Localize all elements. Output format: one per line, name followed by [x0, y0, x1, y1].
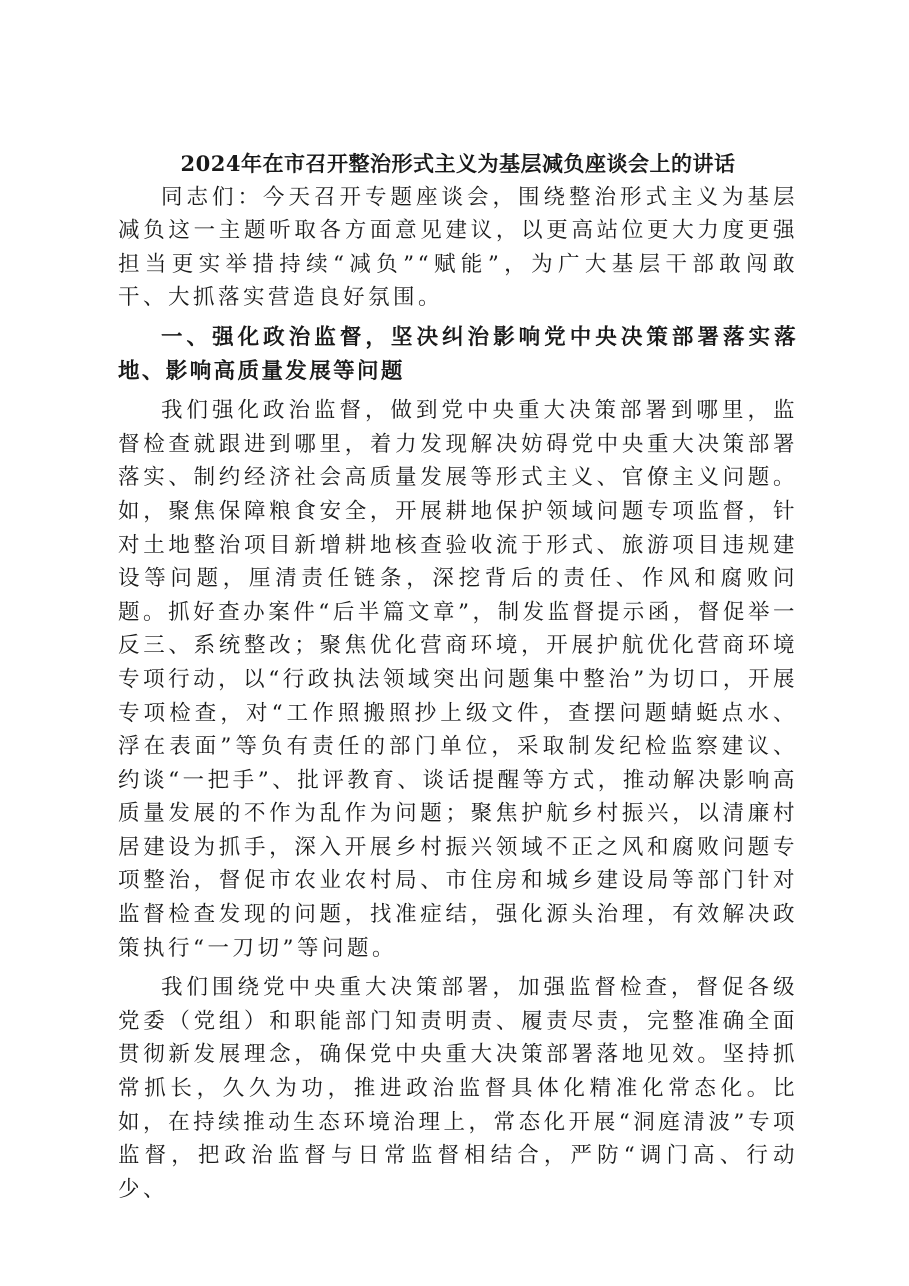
body-paragraph-1: 我们强化政治监督，做到党中央重大决策部署到哪里，监督检查就跟进到哪里，着力发现解决妨碍党中央重大决策部署落实、制约经济社会高质量发展等形式主义、官僚主义问题。如，聚焦保障粮食安全，开展耕地保护领域问题专项监督，针对土地整治项目新增耕地核查验收流于形式、旅游项目违规建设等问题，厘清责任链条，深挖背后的责任、作风和腐败问题。抓好查办案件“后半篇文章”，制发监督提示函，督促举一反三、系统整改；聚焦优化营商环境，开展护航优化营商环境专项行动，以“行政执法领域突出问题集中整治”为切口，开展专项检查，对“工作照搬照抄上级文件，查摆问题蜻蜓点水、浮在表面”等负有责任的部门单位，采取制发纪检监察建议、约谈“一把手”、批评教育、谈话提醒等方式，推动解决影响高质量发展的不作为乱作为问题；聚焦护航乡村振兴，以清廉村居建设为抓手，深入开展乡村振兴领域不正之风和腐败问题专项整治，督促市农业农村局、市住房和城乡建设局等部门针对监督检查发现的问题，找准症结，强化源头治理，有效解决政策执行“一刀切”等问题。 [118, 398, 798, 961]
document-body [118, 147, 798, 1206]
body-paragraph-2: 我们围绕党中央重大决策部署，加强监督检查，督促各级党委（党组）和职能部门知责明责、履责尽责，完整准确全面贯彻新发展理念，确保党中央重大决策部署落地见效。坚持抓常抓长，久久为功，推进政治监督具体化精准化常态化。比如，在持续推动生态环境治理上，常态化开展“洞庭清波”专项监督，把政治监督与日常监督相结合，严防“调门高、行动少、 [118, 975, 798, 1202]
intro-paragraph: 同志们：今天召开专题座谈会，围绕整治形式主义为基层减负这一主题听取各方面意见建议，以更高站位更大力度更强担当更实举措持续“减负”“赋能”，为广大基层干部敢闯敢干、大抓落实营造良好氛围。 [118, 184, 798, 311]
document-title: 2024年在市召开整治形式主义为基层减负座谈会上的讲话 [180, 151, 736, 176]
section-heading: 一、强化政治监督，坚决纠治影响党中央决策部署落实落地、影响高质量发展等问题 [118, 324, 798, 384]
